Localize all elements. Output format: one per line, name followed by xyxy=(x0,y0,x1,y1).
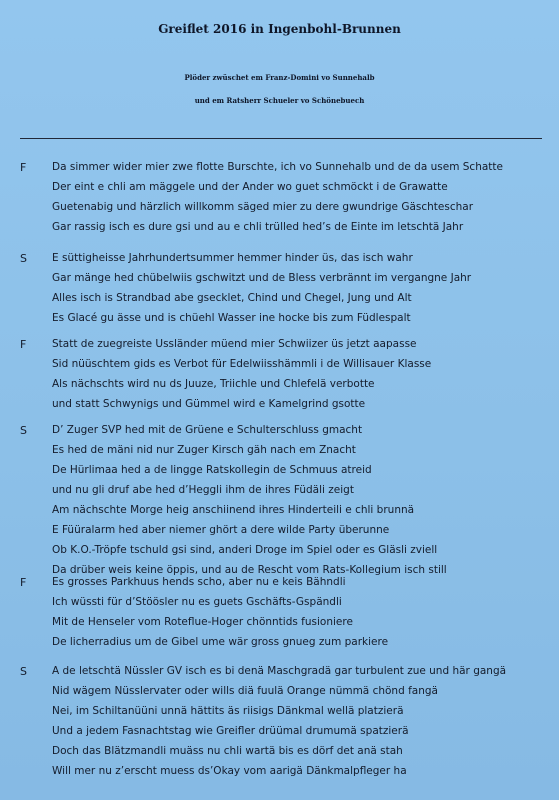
verse-line: Guetenabig und härzlich willkomm säged mier zu dere gwundrige Gäschteschar xyxy=(52,201,474,213)
verse-line: Gar mänge hed chübelwiis gschwitzt und de Bless verbrännt im vergangne Jahr xyxy=(52,272,472,284)
stanza-lines xyxy=(52,157,552,237)
speaker-label: F xyxy=(20,338,27,351)
speaker-label: F xyxy=(20,576,27,589)
stanza-lines xyxy=(52,334,552,414)
verse-line: Der eint e chli am mäggele und der Ander wo guet schmöckt i de Grawatte xyxy=(52,181,448,193)
verse-line: A de letschtä Nüssler GV isch es bi denä Maschgradä gar turbulent zue und här gangä xyxy=(52,665,507,677)
horizontal-divider xyxy=(20,138,542,139)
speaker-label: S xyxy=(20,424,27,437)
verse-line: D’ Zuger SVP hed mit de Grüene e Schulterschluss gmacht xyxy=(52,424,363,436)
verse-line: Gar rassig isch es dure gsi und au e chli trülled hed’s de Einte im letschtä Jahr xyxy=(52,221,464,233)
verse-line: De Hürlimaa hed a de lingge Ratskollegin de Schmuus atreid xyxy=(52,464,372,476)
verse-line: Es hed de mäni nid nur Zuger Kirsch gäh nach em Znacht xyxy=(52,444,356,456)
verse-line: E süttigheisse Jahrhundertsummer hemmer hinder üs, das isch wahr xyxy=(52,252,413,264)
speaker-label: F xyxy=(20,161,27,174)
verse-line: Alles isch is Strandbad abe gsecklet, Chind und Chegel, Jung und Alt xyxy=(52,292,412,304)
verse-line: Will mer nu z’erscht muess ds’Okay vom aarigä Dänkmalpfleger ha xyxy=(52,765,407,777)
verse-line: Als nächschts wird nu ds Juuze, Triichle und Chlefelä verbotte xyxy=(52,378,375,390)
verse-line: Am nächschte Morge heig anschiinend ihres Hinderteili e chli brunnä xyxy=(52,504,415,516)
verse-line: De licherradius um de Gibel ume wär gross gnueg zum parkiere xyxy=(52,636,389,648)
subtitle-line-1: Plöder zwüschet em Franz-Domini vo Sunnehalb xyxy=(184,73,375,82)
verse-line: und statt Schwynigs und Gümmel wird e Kamelgrind gsotte xyxy=(52,398,366,410)
verse-line: Ob K.O.-Tröpfe tschuld gsi sind, anderi Droge im Spiel oder es Gläsli zviell xyxy=(52,544,438,556)
verse-line: Nid wägem Nüsslervater oder wills diä fuulä Orange nümmä chönd fangä xyxy=(52,685,438,697)
subtitle-line-2: und em Ratsherr Schueler vo Schönebuech xyxy=(194,96,365,105)
verse-line: Es Glacé gu ässe und is chüehl Wasser ine hocke bis zum Füdlespalt xyxy=(52,312,411,324)
verse-line: Und a jedem Fasnachtstag wie Greifler drüümal drumumä spatzierä xyxy=(52,725,409,737)
verse-line: E Füüralarm hed aber niemer ghört a dere wilde Party überunne xyxy=(52,524,390,536)
verse-line: Mit de Henseler vom Roteflue-Hoger chönntids fusioniere xyxy=(52,616,353,628)
stanza-lines xyxy=(52,248,552,328)
verse-line: Da drüber weis keine öppis, und au de Rescht vom Rats-Kollegium isch still xyxy=(52,564,447,576)
verse-line: Es grosses Parkhuus hends scho, aber nu e keis Bähndli xyxy=(52,576,346,588)
verse-line: Da simmer wider mier zwe flotte Burschte, ich vo Sunnehalb und de da usem Schatte xyxy=(52,161,503,173)
speaker-label: S xyxy=(20,252,27,265)
verse-line: Statt de zuegreiste Ussländer müend mier Schwiizer üs jetzt aapasse xyxy=(52,338,417,350)
speaker-label: S xyxy=(20,665,27,678)
verse-line: Ich wüssti für d’Stöösler nu es guets Gschäfts-Gspändli xyxy=(52,596,342,608)
stanza-lines xyxy=(52,661,552,781)
stanza-lines xyxy=(52,420,552,580)
verse-line: Doch das Blätzmandli muäss nu chli wartä bis es dörf det anä stah xyxy=(52,745,403,757)
page-title: Greiflet 2016 in Ingenbohl-Brunnen xyxy=(158,22,401,36)
verse-line: und nu gli druf abe hed d’Heggli ihm de ihres Füdäli zeigt xyxy=(52,484,354,496)
verse-line: Nei, im Schiltanüüni unnä hättits äs riisigs Dänkmal wellä platzierä xyxy=(52,705,404,717)
stanza-lines xyxy=(52,572,552,652)
verse-line: Sid nüüschtem gids es Verbot für Edelwiisshämmli i de Willisauer Klasse xyxy=(52,358,432,370)
